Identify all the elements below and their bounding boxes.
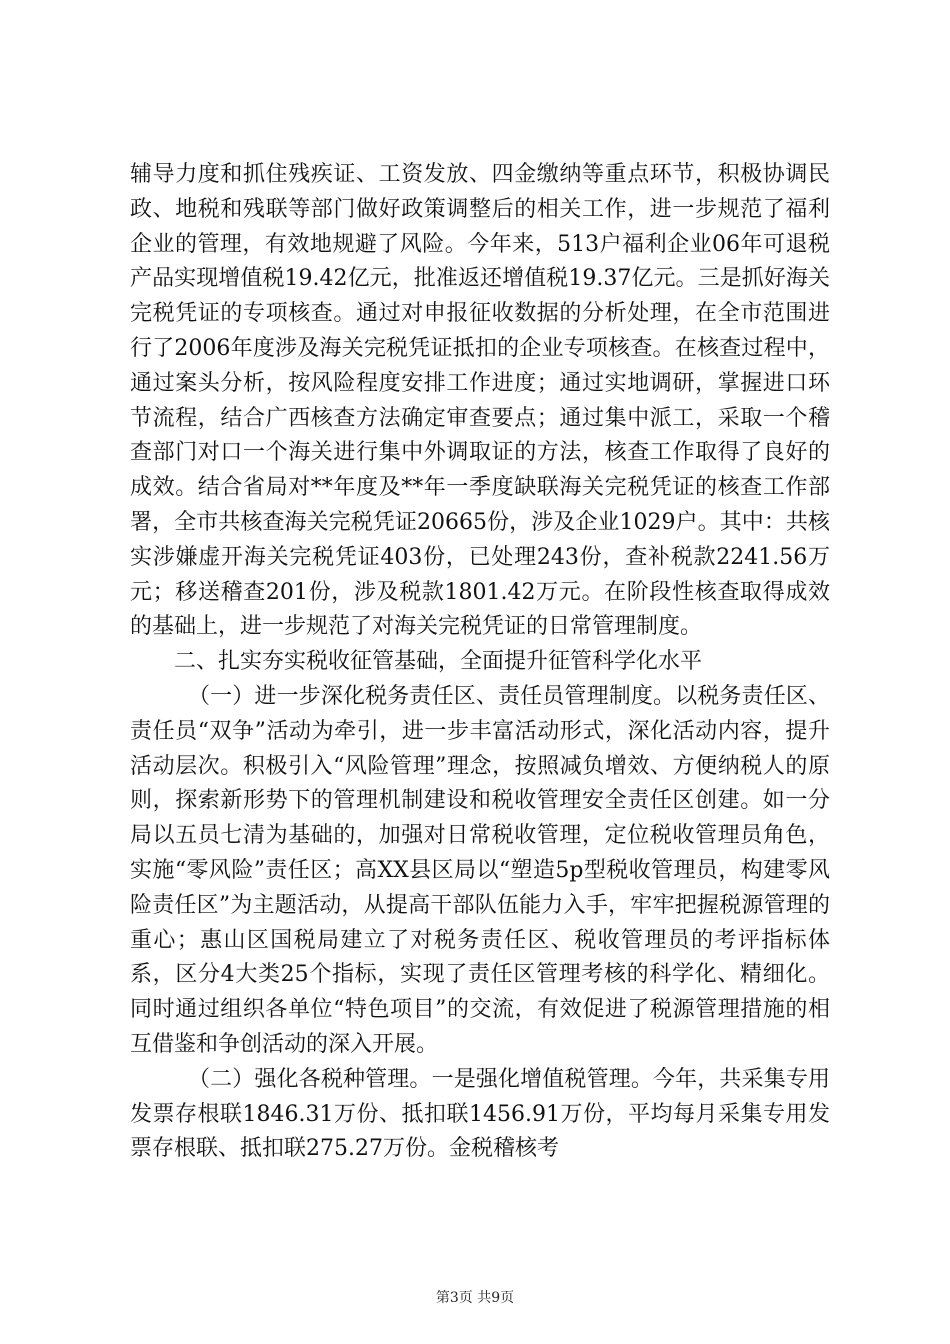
page-indicator: 第3页 共9页 <box>435 1290 515 1306</box>
document-body <box>130 158 830 1167</box>
page-footer <box>0 1287 950 1307</box>
paragraph-welfare-and-customs: 辅导力度和抓住残疾证、工资发放、四金缴纳等重点环节，积极协调民政、地税和残联等部门做好政策调整后的相关工作，进一步规范了福利企业的管理，有效地规避了风险。今年来，513户福利企业06年可退税产品实现增值税19.42亿元，批准返还增值税19.37亿元。三是抓好海关完税凭证的专项核查。通过对申报征收数据的分析处理，在全市范围进行了2006年度涉及海关完税凭证抵扣的企业专项核查。在核查过程中，通过案头分析，按风险程度安排工作进度；通过实地调研，掌握进口环节流程，结合广西核查方法确定审查要点；通过集中派工，采取一个稽查部门对口一个海关进行集中外调取证的方法，核查工作取得了良好的成效。结合省局对**年度及**年一季度缺联海关完税凭证的核查工作部署，全市共核查海关完税凭证20665份，涉及企业1029户。其中：共核实涉嫌虚开海关完税凭证403份，已处理243份，查补税款2241.56万元；移送稽查201份，涉及税款1801.42万元。在阶段性核查取得成效的基础上，进一步规范了对海关完税凭证的日常管理制度。 <box>130 162 830 640</box>
paragraph-responsibility-zone: （一）进一步深化税务责任区、责任员管理制度。以税务责任区、责任员“双争”活动为牵引，进一步丰富活动形式，深化活动内容，提升活动层次。积极引入“风险管理”理念，按照减负增效、方便纳税人的原则，探索新形势下的管理机制建设和税收管理安全责任区创建。如一分局以五员七清为基础的，加强对日常税收管理，定位税收管理员角色，实施“零风险”责任区；高XX县区局以“塑造5p型税收管理员，构建零风险责任区”为主题活动，从提高干部队伍能力入手，牢牢把握税源管理的重心；惠山区国税局建立了对税务责任区、税收管理员的考评指标体系，区分4大类25个指标，实现了责任区管理考核的科学化、精细化。同时通过组织各单位“特色项目”的交流，有效促进了税源管理措施的相互借鉴和争创活动的深入开展。 <box>130 683 830 1057</box>
paragraph-tax-types: （二）强化各税种管理。一是强化增值税管理。今年，共采集专用发票存根联1846.31万份、抵扣联1456.91万份，平均每月采集专用发票存根联、抵扣联275.27万份。金税稽核考 <box>130 1066 830 1162</box>
section-heading-two: 二、扎实夯实税收征管基础，全面提升征管科学化水平 <box>174 649 703 675</box>
